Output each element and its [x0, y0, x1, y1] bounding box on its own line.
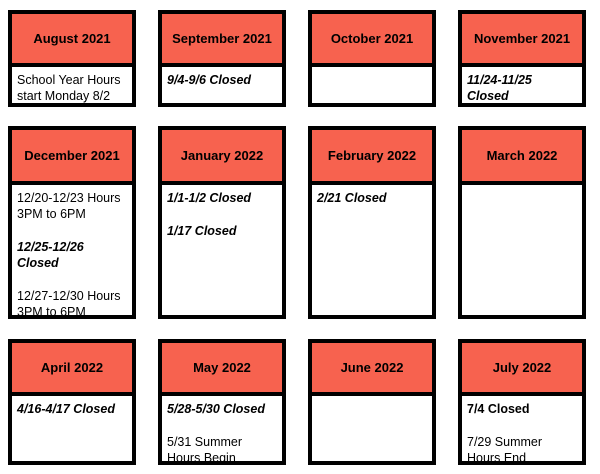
month-title: May 2022: [162, 343, 282, 396]
month-card-april-2022: [8, 339, 136, 465]
month-title: January 2022: [162, 130, 282, 185]
month-card-march-2022: [458, 126, 586, 319]
month-notes: [462, 396, 582, 470]
note: 11/24-11/25 Closed: [467, 73, 532, 103]
month-notes: [12, 67, 132, 108]
month-card-november-2021: [458, 10, 586, 107]
month-card-december-2021: [8, 126, 136, 319]
month-notes: [12, 396, 132, 421]
month-title: March 2022: [462, 130, 582, 185]
month-title: June 2022: [312, 343, 432, 396]
note: 1/1-1/2 Closed: [167, 191, 252, 205]
month-title: September 2021: [162, 14, 282, 67]
month-card-june-2022: [308, 339, 436, 465]
note: 12/25-12/26 Closed: [17, 240, 84, 270]
month-notes: [162, 396, 282, 470]
month-title: February 2022: [312, 130, 432, 185]
month-title: July 2022: [462, 343, 582, 396]
note: 5/31 Summer Hours Begin: [167, 435, 243, 465]
note: 4/16-4/17 Closed: [17, 402, 115, 416]
month-notes: [312, 185, 432, 210]
month-notes: [312, 67, 432, 76]
month-notes: [162, 185, 282, 243]
month-notes: [12, 185, 132, 324]
month-title: August 2021: [12, 14, 132, 67]
note: 12/27-12/30 Hours 3PM to 6PM: [17, 289, 121, 319]
month-card-august-2021: [8, 10, 136, 107]
month-notes: [462, 67, 582, 108]
note: 2/21 Closed: [317, 191, 387, 205]
note: 7/29 Summer Hours End: [467, 435, 543, 465]
month-title: April 2022: [12, 343, 132, 396]
month-title: November 2021: [462, 14, 582, 67]
note: 1/17 Closed: [167, 224, 237, 238]
month-notes: [312, 396, 432, 405]
month-card-february-2022: [308, 126, 436, 319]
month-card-september-2021: [158, 10, 286, 107]
note: 12/20-12/23 Hours 3PM to 6PM: [17, 191, 121, 221]
month-card-january-2022: [158, 126, 286, 319]
month-notes: [162, 67, 282, 92]
note: School Year Hours start Monday 8/2: [17, 73, 121, 103]
month-card-may-2022: [158, 339, 286, 465]
month-title: December 2021: [12, 130, 132, 185]
month-title: October 2021: [312, 14, 432, 67]
month-notes: [462, 185, 582, 194]
note: 5/28-5/30 Closed: [167, 402, 265, 416]
note: 7/4 Closed: [467, 402, 530, 416]
note: 9/4-9/6 Closed: [167, 73, 252, 87]
month-card-october-2021: [308, 10, 436, 107]
month-card-july-2022: [458, 339, 586, 465]
